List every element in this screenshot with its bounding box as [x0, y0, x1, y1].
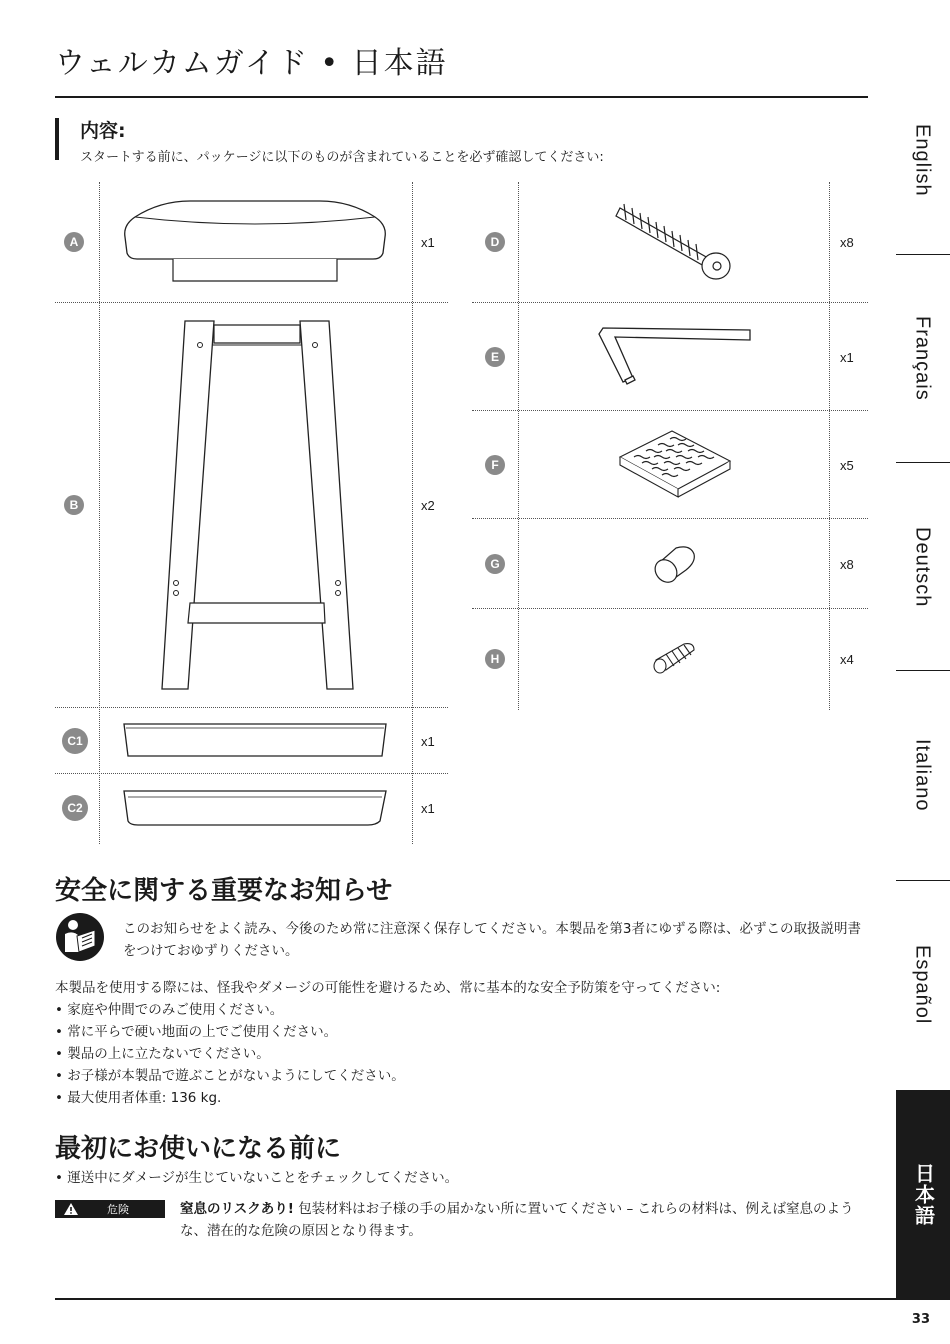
tab-japanese[interactable]: 日本語: [896, 1090, 950, 1298]
first-use-list: [55, 1167, 870, 1189]
part-badge-e: E: [485, 347, 505, 367]
part-qty-c2: x1: [421, 801, 435, 816]
part-badge-h: H: [485, 649, 505, 669]
read-manual-icon: [55, 912, 105, 962]
first-use-heading: 最初にお使いになる前に: [55, 1134, 342, 1164]
part-qty-e: x1: [840, 350, 854, 365]
part-qty-d: x8: [840, 235, 854, 250]
contents-label: 内容:: [80, 120, 126, 142]
grid-line: [55, 773, 448, 774]
tab-italiano[interactable]: Italiano: [911, 738, 934, 812]
grid-line: [472, 410, 868, 411]
contents-description: スタートする前に、パッケージに以下のものが含まれていることを必ず確認してください:: [80, 150, 604, 165]
leg-frame-illustration: [150, 315, 365, 695]
tab-english[interactable]: English: [911, 123, 934, 197]
grid-line: [55, 707, 448, 708]
page-title: ウェルカムガイド • 日本語: [55, 46, 448, 81]
safety-intro: 本製品を使用する際には、怪我やダメージの可能性を避けるため、常に基本的な安全予防策を守ってください:: [55, 980, 721, 996]
part-badge-a: A: [64, 232, 84, 252]
list-item: • 常に平らで硬い地面の上でご使用ください。: [55, 1021, 870, 1043]
grid-line: [472, 302, 868, 303]
screw-illustration: [612, 196, 742, 286]
tab-espanol[interactable]: Español: [911, 945, 934, 1025]
grid-line: [829, 182, 830, 710]
grid-line: [412, 182, 413, 844]
part-badge-d: D: [485, 232, 505, 252]
warning-triangle-icon: [63, 1202, 79, 1216]
part-badge-g: G: [485, 554, 505, 574]
pad-illustration: [612, 425, 737, 505]
header-rule: [55, 96, 868, 98]
tab-separator: [896, 880, 950, 881]
part-badge-f: F: [485, 455, 505, 475]
danger-label: 危険: [107, 1203, 129, 1216]
danger-body: 包装材料はお子様の手の届かない所に置いてください – これらの材料は、例えば窒息のような、潜在的な危険の原因となり得ます。: [180, 1201, 854, 1239]
list-item: • お子様が本製品で遊ぶことがないようにしてください。: [55, 1065, 870, 1087]
part-qty-a: x1: [421, 235, 435, 250]
footer-rule: [55, 1298, 950, 1300]
part-badge-b: B: [64, 495, 84, 515]
cap-illustration: [650, 540, 700, 585]
crossbar-c1-illustration: [118, 718, 393, 762]
part-qty-f: x5: [840, 458, 854, 473]
grid-line: [472, 608, 868, 609]
part-badge-c2: C2: [62, 795, 88, 821]
seat-illustration: [115, 195, 395, 285]
danger-badge: [55, 1200, 165, 1218]
part-qty-h: x4: [840, 652, 854, 667]
grid-line: [55, 302, 448, 303]
crossbar-c2-illustration: [118, 785, 393, 829]
list-item: • 家庭や仲間でのみご使用ください。: [55, 999, 870, 1021]
tab-separator: [896, 670, 950, 671]
page-number: 33: [911, 1312, 930, 1327]
grid-line: [99, 182, 100, 844]
list-item: • 運送中にダメージが生じていないことをチェックしてください。: [55, 1167, 870, 1189]
tab-separator: [896, 462, 950, 463]
section-bar: [55, 118, 59, 160]
list-item: • 最大使用者体重: 136 kg.: [55, 1087, 870, 1109]
safety-list: [55, 999, 870, 1109]
part-qty-g: x8: [840, 557, 854, 572]
hex-key-illustration: [585, 320, 760, 395]
safety-heading: 安全に関する重要なお知らせ: [55, 876, 393, 906]
danger-bold: 窒息のリスクあり!: [180, 1201, 294, 1217]
part-qty-b: x2: [421, 498, 435, 513]
part-qty-c1: x1: [421, 734, 435, 749]
tab-deutsch[interactable]: Deutsch: [911, 526, 934, 608]
part-badge-c1: C1: [62, 728, 88, 754]
tab-francais[interactable]: Français: [911, 315, 934, 401]
list-item: • 製品の上に立たないでください。: [55, 1043, 870, 1065]
grid-line: [472, 518, 868, 519]
danger-text: [180, 1198, 870, 1242]
tab-separator: [896, 254, 950, 255]
read-note: このお知らせをよく読み、今後のため常に注意深く保存してください。本製品を第3者にゆずる際は、必ずこの取扱説明書をつけておゆずりください。: [123, 921, 861, 959]
grid-line: [518, 182, 519, 710]
dowel-illustration: [648, 638, 700, 678]
